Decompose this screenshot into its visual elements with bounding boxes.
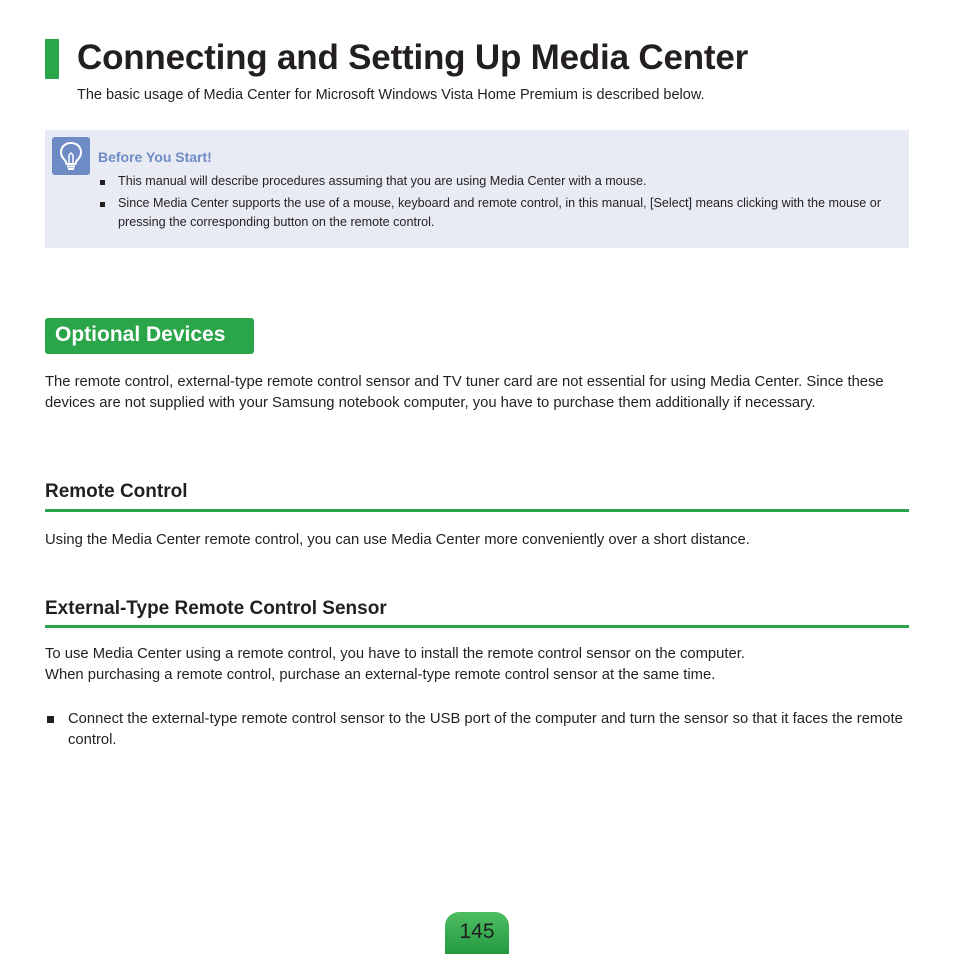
note-item-text: This manual will describe procedures assuming that you are using Media Center with a mouse. (118, 174, 647, 188)
section-heading-label: Optional Devices (55, 323, 226, 346)
lightbulb-icon (52, 137, 90, 175)
title-accent-bar (45, 39, 59, 79)
note-list (98, 172, 888, 235)
sensor-bullet-text: Connect the external-type remote control sensor to the USB port of the computer and turn the sensor so that it faces the remote control. (68, 711, 903, 748)
note-item-text: Since Media Center supports the use of a mouse, keyboard and remote control, in this manual, [Select] means clicking with the mouse or pressing the corresponding button on the remote control. (118, 195, 882, 229)
bullet-icon (100, 202, 105, 207)
page-number: 145 (459, 920, 495, 943)
page-number-tab (445, 912, 509, 954)
list-item (98, 194, 888, 233)
sensor-text-line-2: When purchasing a remote control, purchase an external-type remote control sensor at the same time. (45, 667, 716, 683)
note-heading: Before You Start! (98, 149, 212, 165)
remote-control-heading: Remote Control (45, 481, 188, 502)
page-title: Connecting and Setting Up Media Center (77, 38, 749, 77)
optional-devices-text: The remote control, external-type remote control sensor and TV tuner card are not essential for using Media Center. Since these devices are not supplied with your Samsung notebook computer, you have to purchase them additionally if necessary. (45, 374, 884, 411)
bullet-icon (100, 180, 105, 185)
remote-control-text: Using the Media Center remote control, you can use Media Center more conveniently over a short distance. (45, 532, 750, 548)
bullet-icon (47, 716, 54, 723)
before-you-start-note (45, 130, 909, 248)
section-heading-optional-devices (45, 318, 254, 354)
list-item (98, 172, 888, 192)
list-item (45, 709, 905, 751)
section-divider (45, 509, 909, 512)
sensor-heading: External-Type Remote Control Sensor (45, 598, 387, 619)
section-divider (45, 625, 909, 628)
sensor-text-line-1: To use Media Center using a remote control, you have to install the remote control sensor on the computer. (45, 646, 745, 662)
page-subtitle: The basic usage of Media Center for Microsoft Windows Vista Home Premium is described below. (77, 87, 705, 103)
